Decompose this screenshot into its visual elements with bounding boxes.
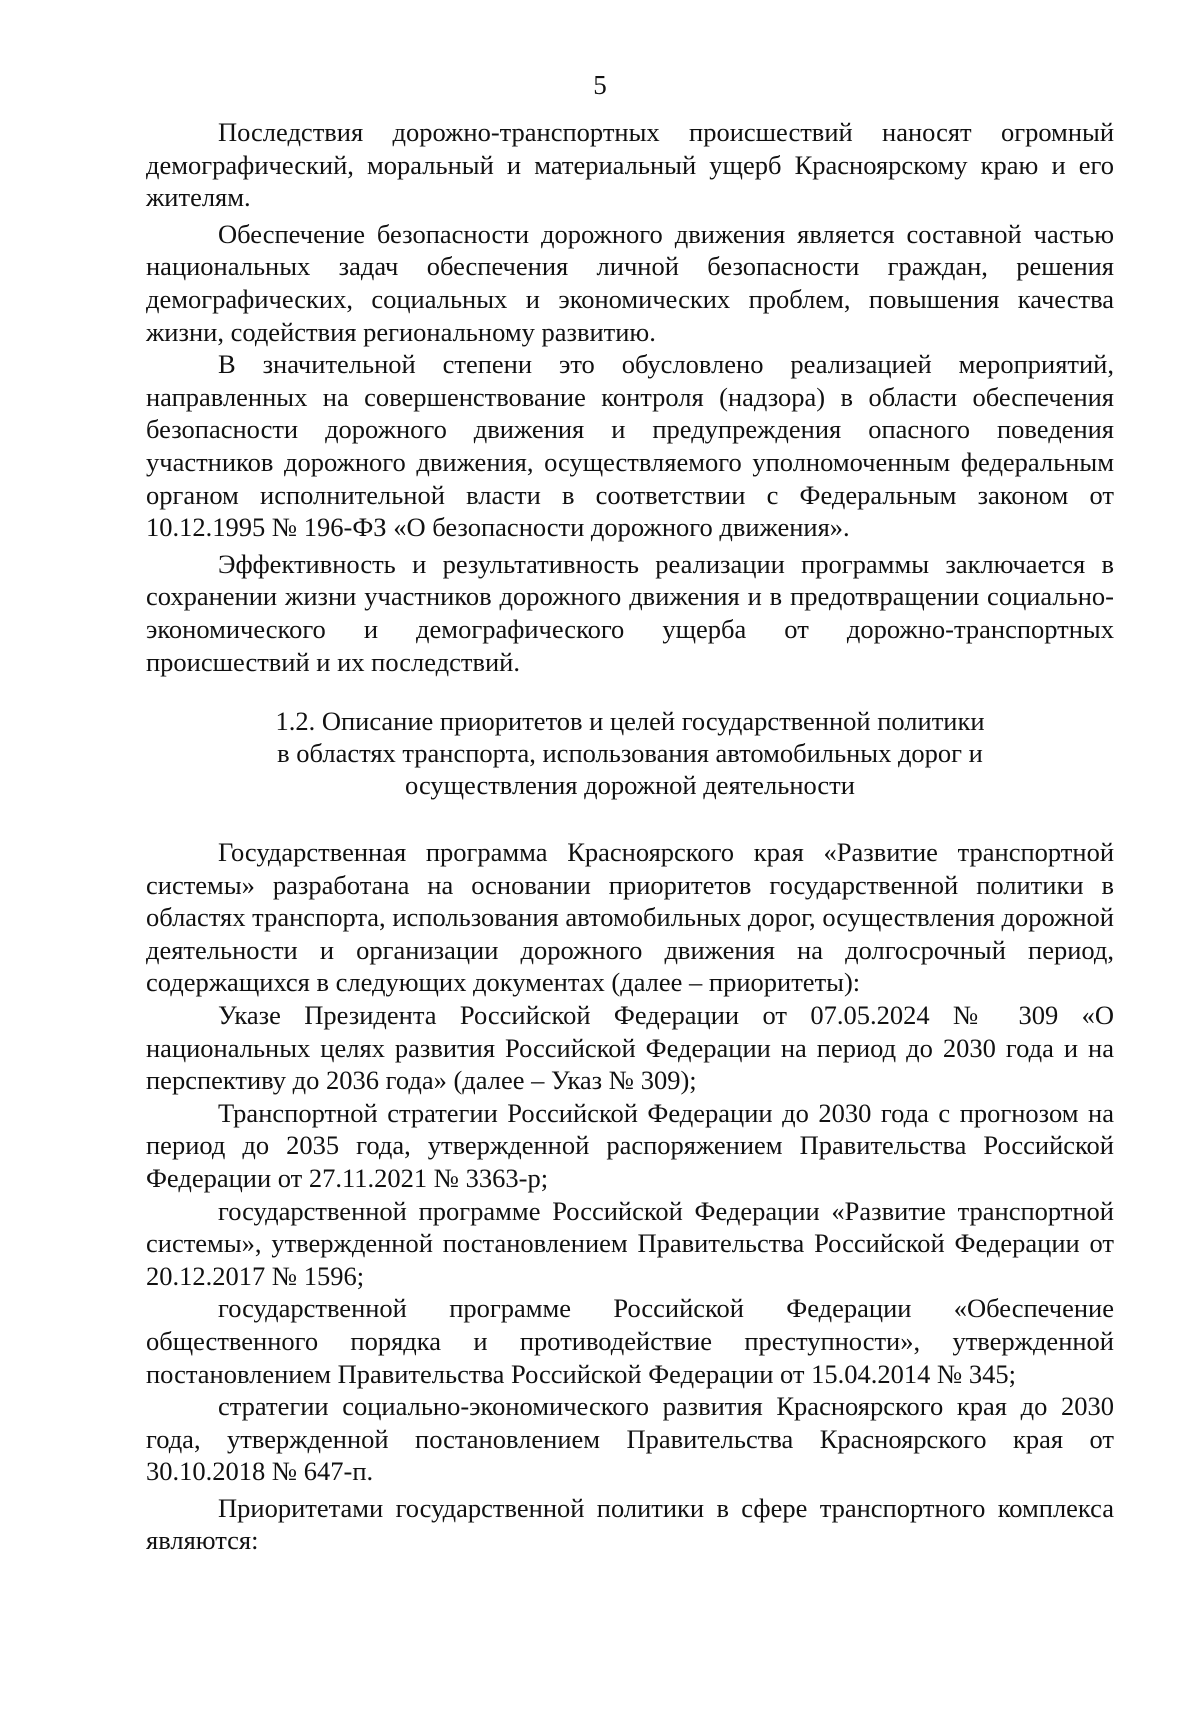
paragraph: Государственная программа Красноярского края «Развитие транспортной системы» разработана на основании приоритетов государственной политики в областях транспорта, использования автомобильных дорог, осуществления дорожной деятельности и организации дорожного движения на долгосрочный период, содержащихся в следующих документах (далее – приоритеты): xyxy=(146,837,1114,998)
section-heading-line: осуществления дорожной деятельности xyxy=(405,770,855,800)
section-heading-line: в областях транспорта, использования автомобильных дорог и xyxy=(277,738,983,768)
section-heading-line: 1.2. Описание приоритетов и целей государственной политики xyxy=(275,706,985,736)
page-number: 5 xyxy=(593,70,607,100)
paragraph: Эффективность и результативность реализации программы заключается в сохранении жизни участников дорожного движения и в предотвращении социально-экономического и демографического ущерба от дорожно-транспортных происшествий и их последствий. xyxy=(146,548,1114,677)
section-heading xyxy=(146,705,1114,801)
paragraph: Обеспечение безопасности дорожного движения является составной частью национальных задач обеспечения личной безопасности граждан, решения демографических, социальных и экономических проблем, повышения качества жизни, содействия региональному развитию. xyxy=(146,218,1114,347)
paragraph: Приоритетами государственной политики в сфере транспортного комплекса являются: xyxy=(146,1492,1114,1556)
paragraph: Указе Президента Российской Федерации от 07.05.2024 № 309 «О национальных целях развития Российской Федерации на период до 2030 года и на перспективу до 2036 года» (далее – Указ № 309); xyxy=(146,999,1114,1096)
paragraph: Последствия дорожно-транспортных происшествий наносят огромный демографический, моральный и материальный ущерб Красноярскому краю и его жителям. xyxy=(146,117,1114,213)
paragraph: В значительной степени это обусловлено реализацией мероприятий, направленных на совершенствование контроля (надзора) в области обеспечения безопасности дорожного движения и предупреждения опасного поведения участников дорожного движения, осуществляемого уполномоченным федеральным органом исполнительной власти в соответствии с Федеральным законом от 10.12.1995 № 196-ФЗ «О безопасности дорожного движения». xyxy=(146,349,1114,543)
paragraph: государственной программе Российской Федерации «Развитие транспортной системы», утвержденной постановлением Правительства Российской Федерации от 20.12.2017 № 1596; xyxy=(146,1195,1114,1291)
body-text-bottom xyxy=(146,836,1114,1557)
body-text-top xyxy=(146,116,1114,678)
paragraph: Транспортной стратегии Российской Федерации до 2030 года с прогнозом на период до 2035 года, утвержденной распоряжением Правительства Российской Федерации от 27.11.2021 № 3363-р; xyxy=(146,1097,1114,1193)
paragraph: стратегии социально-экономического развития Красноярского края до 2030 года, утвержденной постановлением Правительства Красноярского края от 30.10.2018 № 647-п. xyxy=(146,1391,1114,1487)
paragraph: государственной программе Российской Федерации «Обеспечение общественного порядка и противодействие преступности», утвержденной постановлением Правительства Российской Федерации от 15.04.2014 № 345; xyxy=(146,1293,1114,1389)
